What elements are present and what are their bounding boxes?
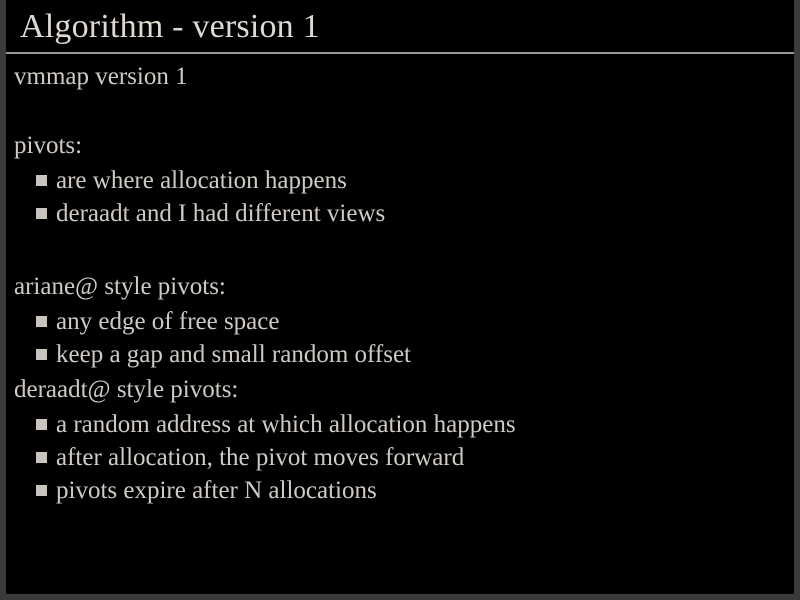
list-item bbox=[12, 338, 794, 371]
square-bullet-icon bbox=[36, 316, 47, 327]
square-bullet-icon bbox=[36, 175, 47, 186]
section-heading-deraadt-style-pivots: deraadt@ style pivots: bbox=[14, 376, 239, 403]
list-item bbox=[12, 408, 794, 441]
list-item bbox=[12, 474, 794, 507]
section-heading-ariane-style-pivots: ariane@ style pivots: bbox=[14, 273, 226, 300]
list-item-label: after allocation, the pivot moves forward bbox=[56, 444, 465, 471]
slide-body bbox=[6, 54, 794, 507]
list-item-label: pivots expire after N allocations bbox=[56, 477, 377, 504]
list-item-label: deraadt and I had different views bbox=[56, 200, 386, 227]
slide-title: Algorithm - version 1 bbox=[20, 8, 320, 45]
list-item bbox=[12, 305, 794, 338]
list-item bbox=[12, 197, 794, 230]
slide-subtitle: vmmap version 1 bbox=[14, 63, 188, 90]
list-item bbox=[12, 164, 794, 197]
list-item-label: are where allocation happens bbox=[56, 167, 347, 194]
section-heading-pivots: pivots: bbox=[14, 132, 83, 159]
square-bullet-icon bbox=[36, 349, 47, 360]
list-item-label: keep a gap and small random offset bbox=[56, 341, 411, 368]
square-bullet-icon bbox=[36, 419, 47, 430]
list-item bbox=[12, 441, 794, 474]
square-bullet-icon bbox=[36, 208, 47, 219]
spacer bbox=[12, 230, 794, 268]
list-item-label: a random address at which allocation happens bbox=[56, 411, 516, 438]
square-bullet-icon bbox=[36, 452, 47, 463]
list-item-label: any edge of free space bbox=[56, 308, 280, 335]
square-bullet-icon bbox=[36, 485, 47, 496]
spacer bbox=[12, 89, 794, 127]
